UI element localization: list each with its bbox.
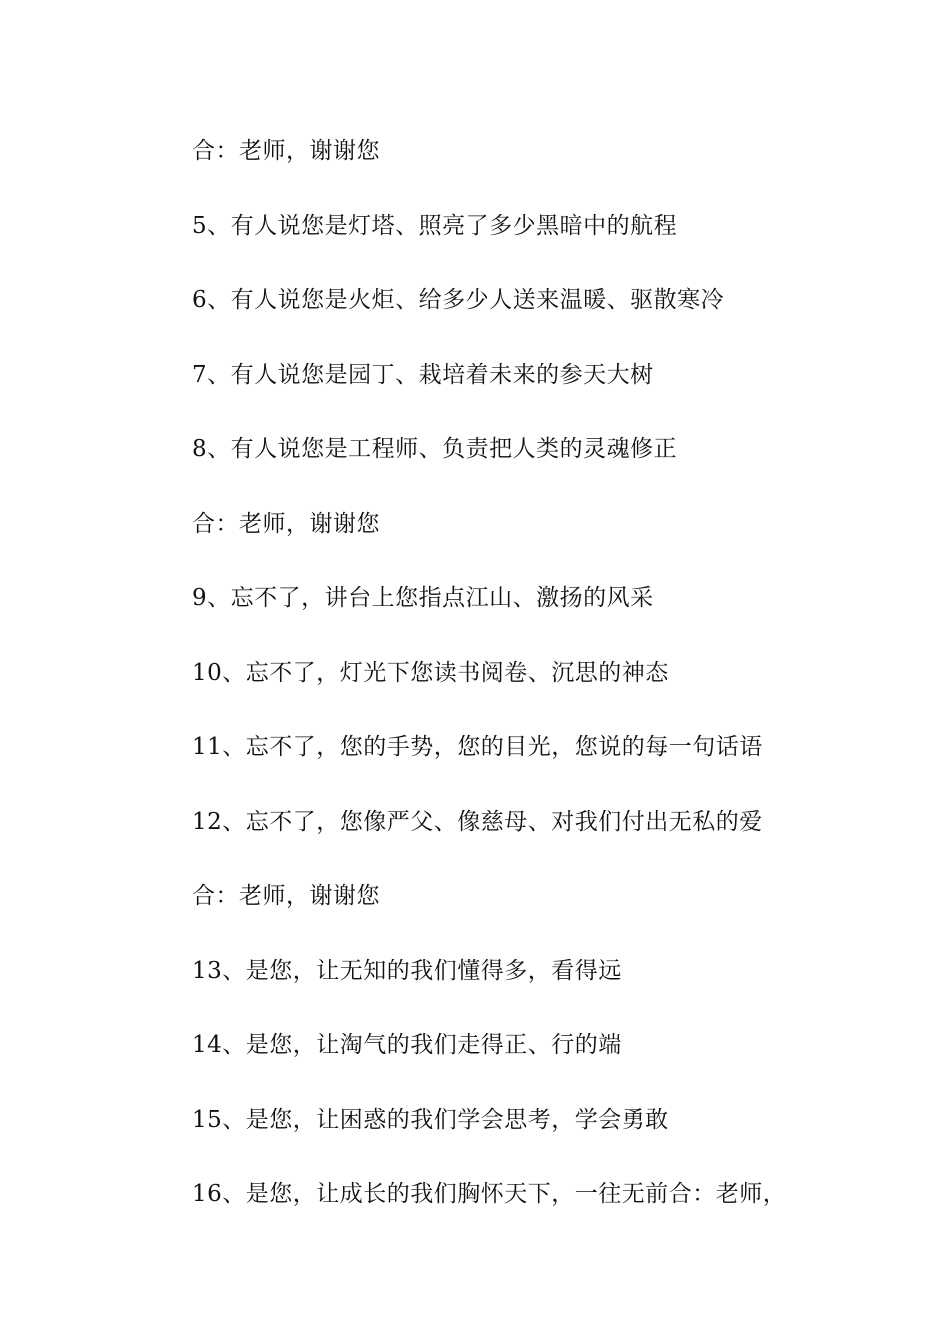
- chorus-line: 合：老师，谢谢您: [192, 138, 380, 164]
- verse-line-10: 10、忘不了，灯光下您读书阅卷、沉思的神态: [192, 659, 669, 686]
- verse-line-5: 5、有人说您是灯塔、照亮了多少黑暗中的航程: [192, 212, 678, 239]
- document-body: [192, 132, 892, 1250]
- verse-line-15: 15、是您，让困惑的我们学会思考，学会勇敢: [192, 1106, 669, 1133]
- verse-line-7: 7、有人说您是园丁、栽培着未来的参天大树: [192, 361, 654, 388]
- verse-line-16: 16、是您，让成长的我们胸怀天下，一往无前合：老师，: [192, 1181, 787, 1207]
- chorus-line: 合：老师，谢谢您: [192, 510, 380, 537]
- verse-line-11: 11、忘不了，您的手势，您的目光，您说的每一句话语: [192, 734, 763, 760]
- verse-line-8: 8、有人说您是工程师、负责把人类的灵魂修正: [192, 436, 678, 462]
- verse-line-9: 9、忘不了，讲台上您指点江山、激扬的风采: [192, 585, 654, 611]
- verse-line-6: 6、有人说您是火炬、给多少人送来温暖、驱散寒冷: [192, 287, 725, 313]
- verse-line-13: 13、是您，让无知的我们懂得多，看得远: [192, 957, 622, 984]
- chorus-line: 合：老师，谢谢您: [192, 883, 380, 909]
- verse-line-12: 12、忘不了，您像严父、像慈母、对我们付出无私的爱: [192, 808, 763, 835]
- verse-line-14: 14、是您，让淘气的我们走得正、行的端: [192, 1032, 622, 1058]
